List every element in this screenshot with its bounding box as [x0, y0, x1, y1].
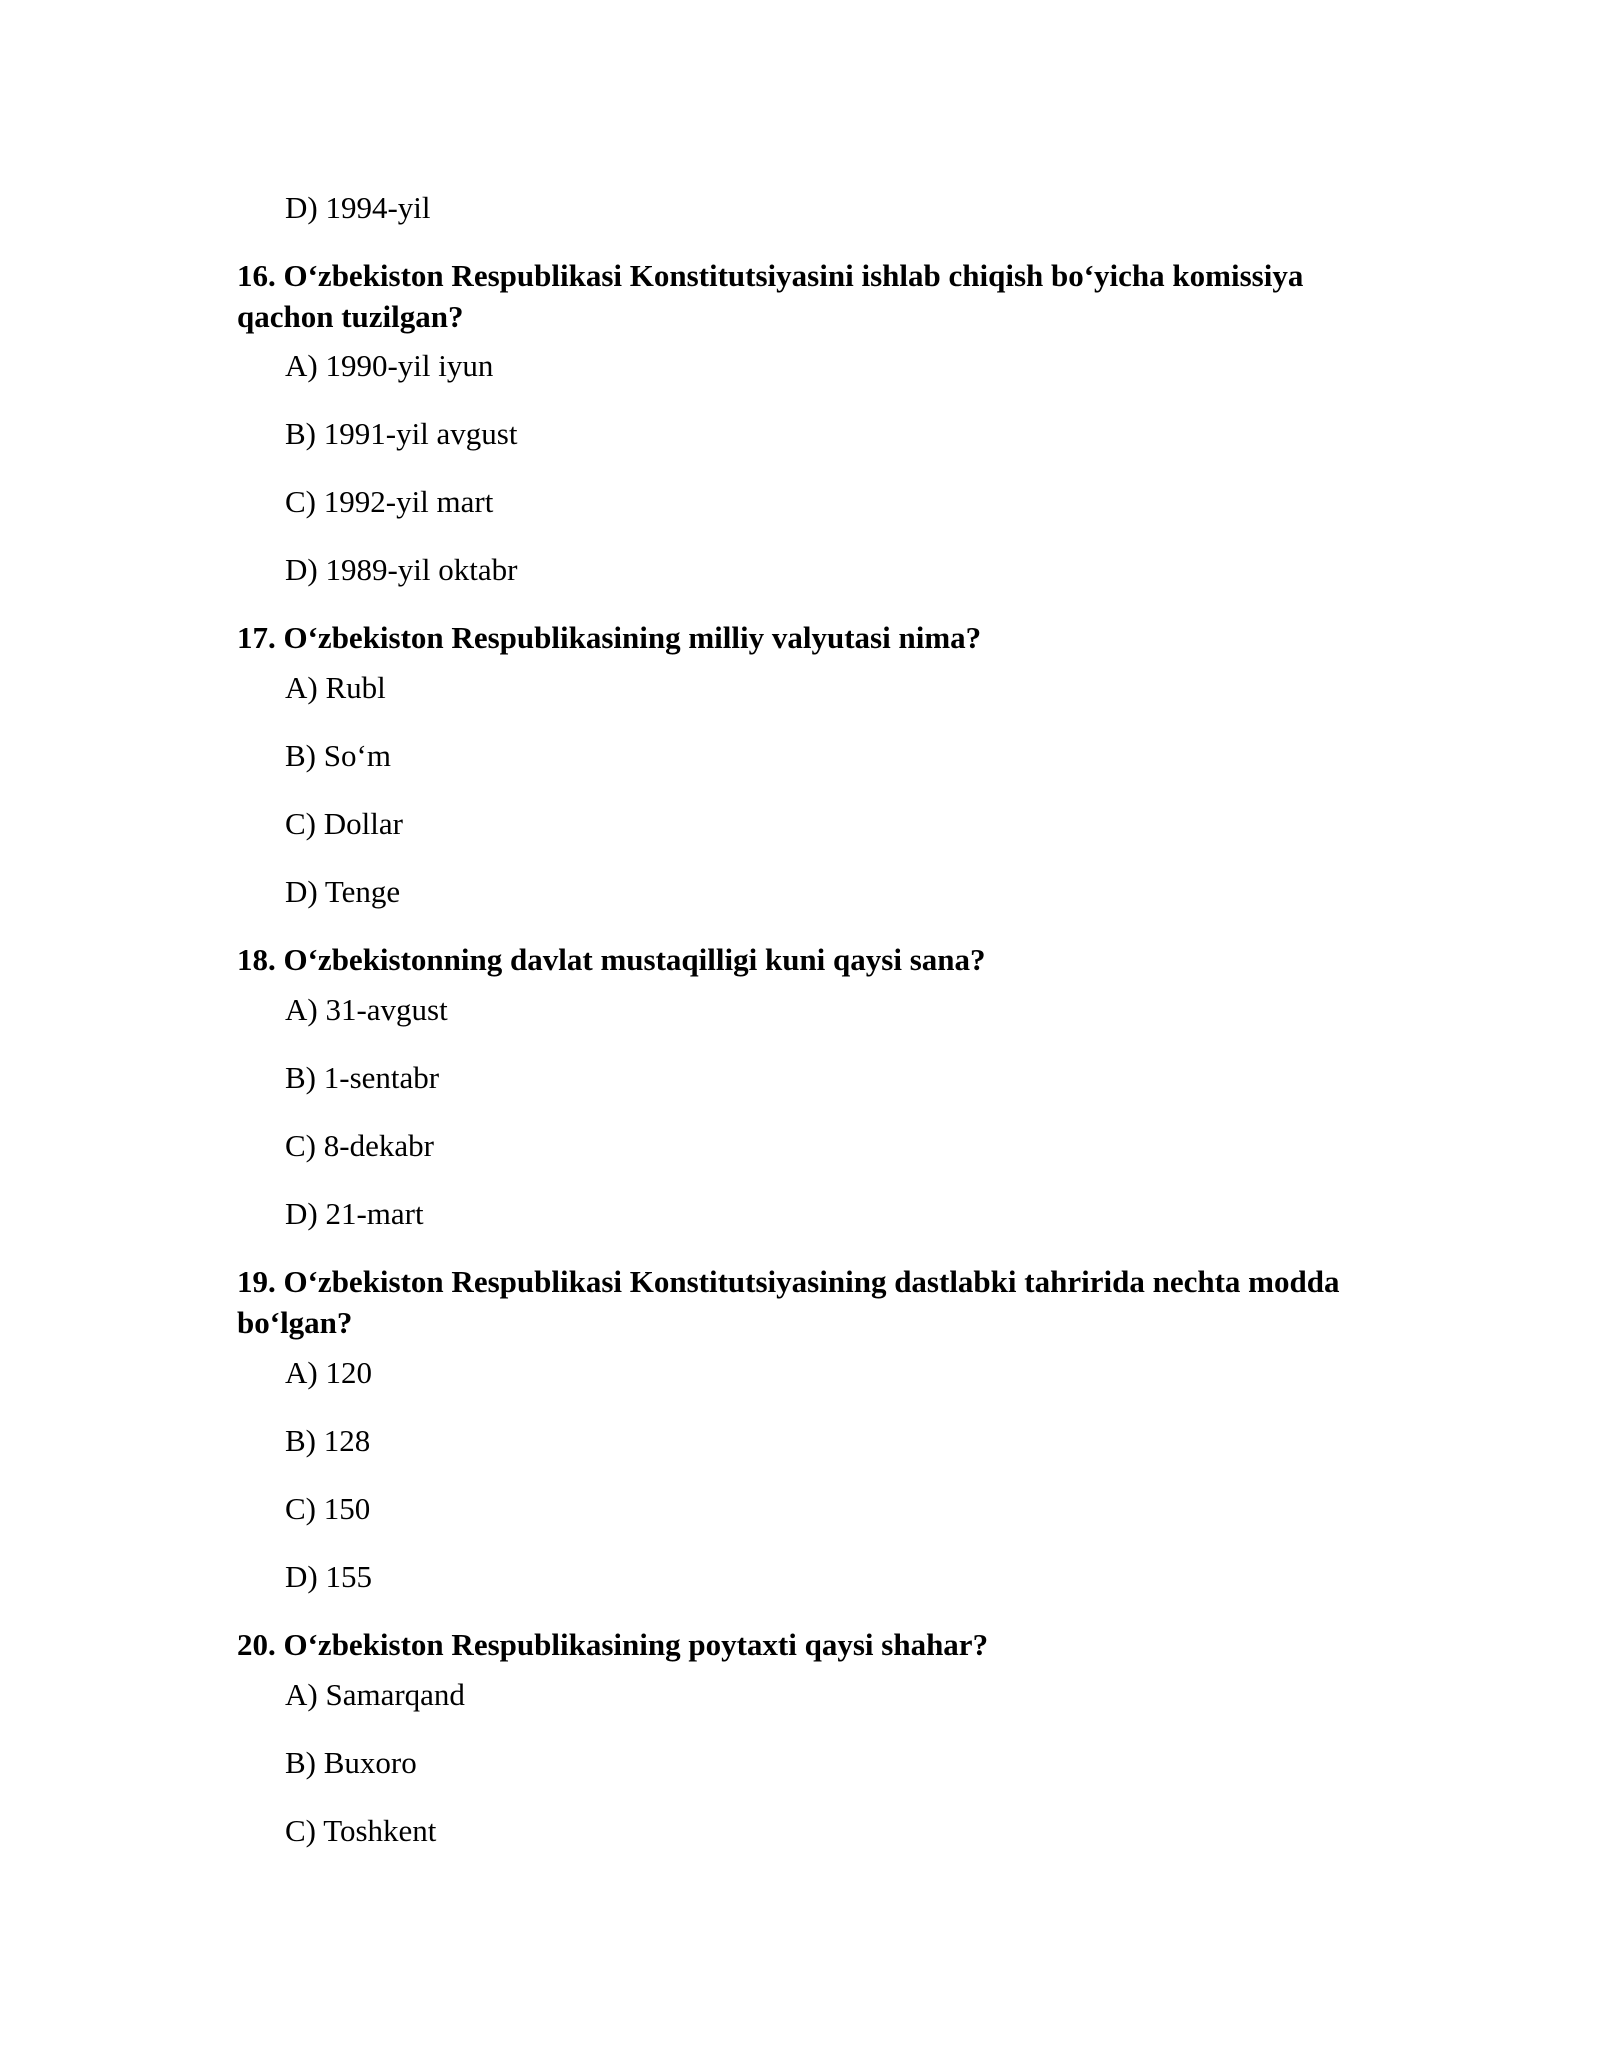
option-c-q18: C) 8-dekabr — [285, 1128, 434, 1163]
option-c-q16: C) 1992-yil mart — [285, 484, 494, 519]
question-18-line-1: 18. O‘zbekistonning davlat mustaqilligi kuni qaysi sana? — [237, 942, 986, 977]
option-b-q19: B) 128 — [285, 1423, 371, 1458]
option-b-q20: B) Buxoro — [285, 1745, 417, 1780]
option-a-q18: A) 31-avgust — [285, 992, 448, 1027]
option-d-q15: D) 1994-yil — [285, 190, 431, 225]
option-b-q18: B) 1-sentabr — [285, 1060, 440, 1095]
option-b-q16: B) 1991-yil avgust — [285, 416, 518, 451]
question-16-line-1: 16. O‘zbekiston Respublikasi Konstitutsiyasini ishlab chiqish bo‘yicha komissiya — [237, 258, 1304, 293]
option-b-q17: B) So‘m — [285, 738, 391, 773]
question-17-line-1: 17. O‘zbekiston Respublikasining milliy valyutasi nima? — [237, 620, 982, 655]
option-d-q19: D) 155 — [285, 1559, 372, 1594]
option-d-q18: D) 21-mart — [285, 1196, 424, 1231]
question-20-line-1: 20. O‘zbekiston Respublikasining poytaxti qaysi shahar? — [237, 1627, 989, 1662]
question-19-line-1: 19. O‘zbekiston Respublikasi Konstitutsiyasining dastlabki tahririda nechta modda — [237, 1264, 1340, 1299]
option-d-q17: D) Tenge — [285, 874, 401, 909]
option-a-q16: A) 1990-yil iyun — [285, 348, 494, 383]
option-a-q17: A) Rubl — [285, 670, 386, 705]
option-c-q17: C) Dollar — [285, 806, 403, 841]
option-a-q20: A) Samarqand — [285, 1677, 465, 1712]
question-16-line-2: qachon tuzilgan? — [237, 299, 464, 334]
option-c-q19: C) 150 — [285, 1491, 371, 1526]
question-19-line-2: bo‘lgan? — [237, 1305, 353, 1340]
option-a-q19: A) 120 — [285, 1355, 372, 1390]
option-d-q16: D) 1989-yil oktabr — [285, 552, 518, 587]
option-c-q20: C) Toshkent — [285, 1813, 437, 1848]
